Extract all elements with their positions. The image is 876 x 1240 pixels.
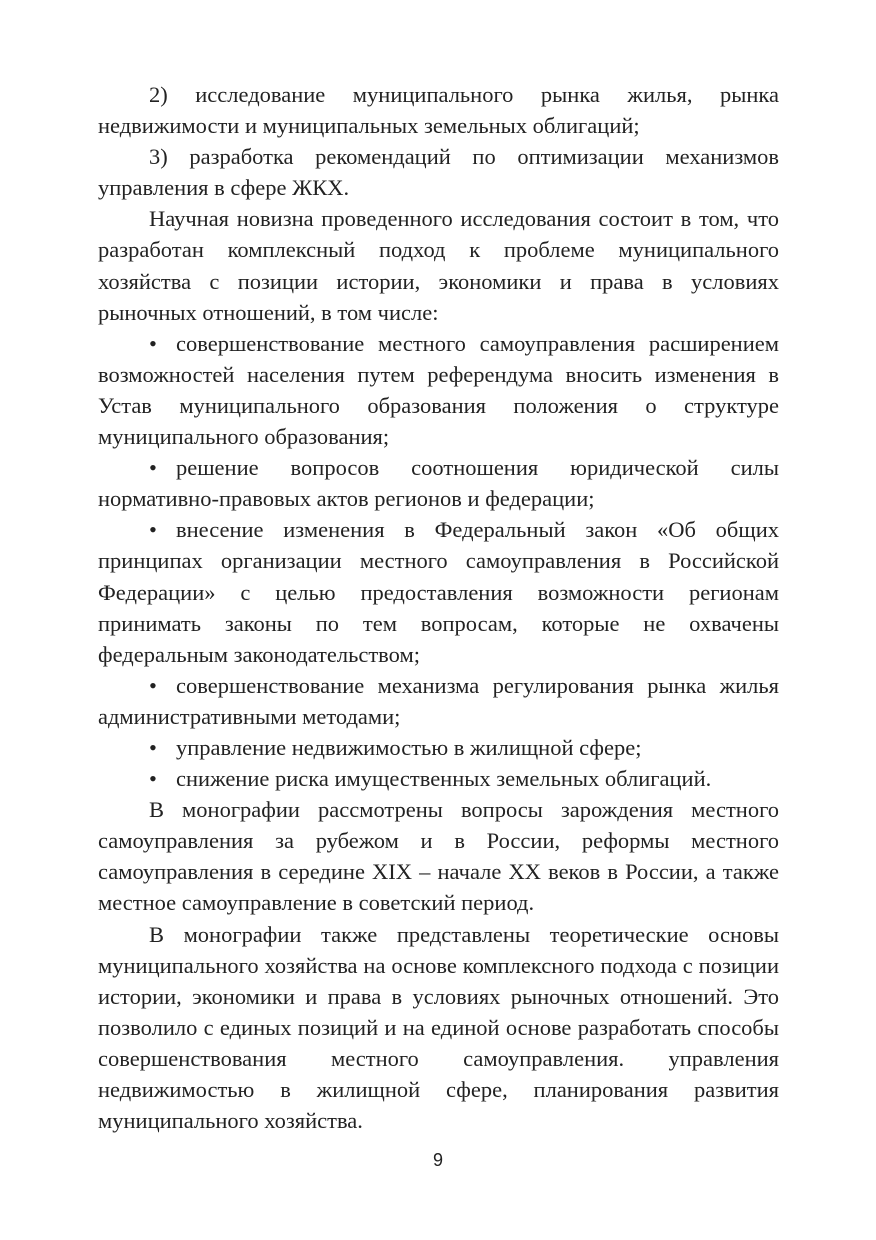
bullet-text: снижение риска имущественных земельных облигаций. [176, 766, 712, 792]
document-page [98, 79, 779, 1136]
bullet-text: совершенствование местного самоуправления расширением возможностей населения путем референдума вносить изменения в Устав муниципального образования положения о структуре муниципального образования; [98, 330, 779, 450]
novelty-bullet-list [98, 328, 779, 794]
bullet-icon: • [149, 455, 157, 481]
bullet-icon: • [149, 734, 157, 760]
bullet-item [98, 670, 779, 732]
paragraph-monograph-history: В монографии рассмотрены вопросы зарождения местного самоуправления за рубежом и в России, реформы местного самоуправления в середине XIX – начале XX веков в России, а также местное самоуправление в советский период. [98, 797, 779, 916]
bullet-item [98, 763, 779, 794]
bullet-item [98, 514, 779, 669]
bullet-text: решение вопросов соотношения юридической силы нормативно-правовых актов регионов и федерации; [98, 455, 779, 512]
bullet-item [98, 732, 779, 763]
bullet-item [98, 452, 779, 514]
bullet-text: управление недвижимостью в жилищной сфере; [176, 734, 642, 760]
bullet-icon: • [149, 517, 157, 543]
bullet-icon: • [149, 672, 157, 698]
bullet-item [98, 328, 779, 452]
paragraph-item-3: 3) разработка рекомендаций по оптимизации механизмов управления в сфере ЖКХ. [98, 144, 779, 201]
paragraph-item-2: 2) исследование муниципального рынка жилья, рынка недвижимости и муниципальных земельных облигаций; [98, 82, 779, 139]
bullet-icon: • [149, 766, 157, 792]
paragraph-novelty: Научная новизна проведенного исследования состоит в том, что разработан комплексный подход к проблеме муниципального хозяйства с позиции истории, экономики и права в условиях рыночных отношений, в том числе: [98, 206, 779, 325]
page-number: 9 [432, 1150, 443, 1170]
bullet-icon: • [149, 330, 157, 356]
paragraph-monograph-theory: В монографии также представлены теоретические основы муниципального хозяйства на основе комплексного подхода с позиции истории, экономики и права в условиях рыночных отношений. Это позволило с единых позиций и на единой основе разработать способы совершенствования местного самоуправления. управления недвижимостью в жилищной сфере, планирования развития муниципального хозяйства. [98, 921, 779, 1134]
bullet-text: внесение изменения в Федеральный закон «Об общих принципах организации местного самоуправления в Российской Федерации» с целью предоставления возможности регионам принимать законы по тем вопросам, которые не охвачены федеральным законодательством; [98, 517, 779, 667]
bullet-text: совершенствование механизма регулирования рынка жилья административными методами; [98, 672, 779, 729]
